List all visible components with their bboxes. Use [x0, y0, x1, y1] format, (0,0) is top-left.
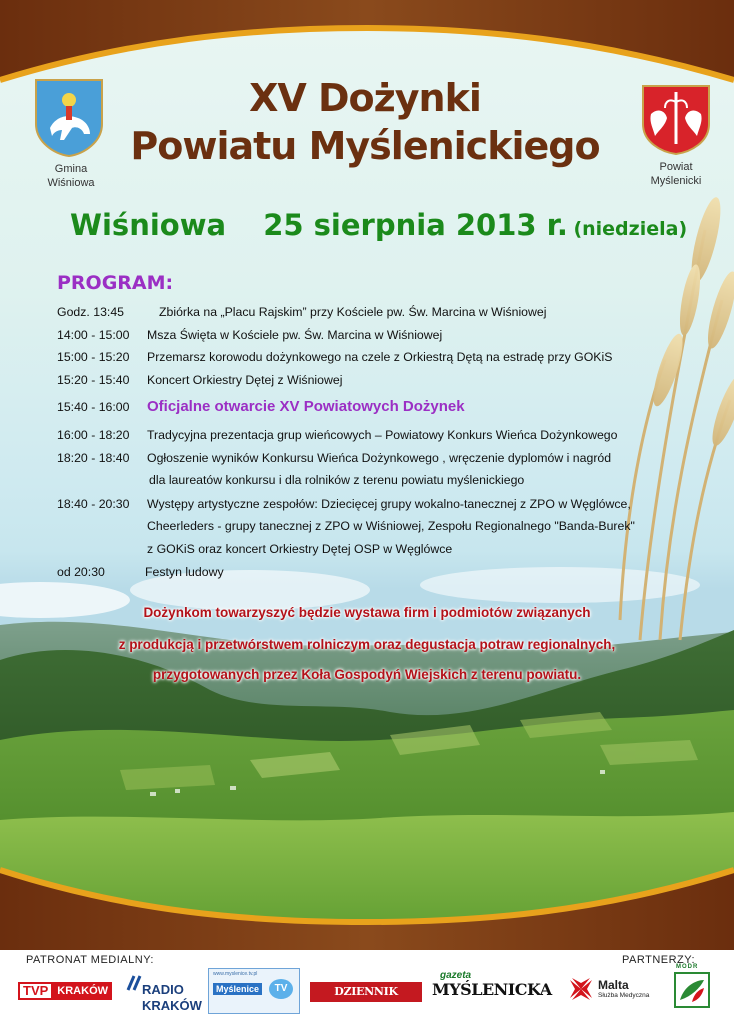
program-time: od 20:30	[57, 565, 105, 579]
notice-line-1: Dożynkom towarzyszyć będzie wystawa firm i podmiotów związanych	[143, 605, 591, 620]
program-time: Godz. 13:45	[57, 305, 124, 319]
top-band	[0, 0, 734, 86]
program-time: 18:40 - 20:30	[57, 497, 130, 511]
program-desc: Występy artystyczne zespołów: Dziecięcej grupy wokalno-tanecznej z ZPO w Węglówce,	[147, 497, 631, 511]
modr-logo	[672, 964, 712, 1012]
program-time: 16:00 - 18:20	[57, 428, 130, 442]
program-desc: Cheerleders - grupy tanecznej z ZPO w Wiśniowej, Zespołu Regionalnego "Banda-Burek"	[147, 519, 635, 533]
malta-text: Malta	[598, 978, 629, 992]
program-desc: Msza Święta w Kościele pw. Św. Marcina w Wiśniowej	[147, 328, 443, 342]
program-desc: Tradycyjna prezentacja grup wieńcowych – Powiatowy Konkurs Wieńca Dożynkowego	[147, 428, 618, 442]
title-line-1: XV Dożynki	[249, 76, 481, 120]
program-time: 15:00 - 15:20	[57, 350, 130, 364]
program-desc: Koncert Orkiestry Dętej z Wiśniowej	[147, 373, 343, 387]
modr-emblem-icon	[674, 972, 710, 1008]
program-time: 15:20 - 15:40	[57, 373, 130, 387]
right-crest-caption-line2: Myślenicki	[650, 175, 702, 187]
partnerzy-label: PARTNERZY:	[622, 954, 696, 966]
program-desc: Zbiórka na „Placu Rajskim” przy Kościele pw. Św. Marcina w Wiśniowej	[159, 305, 547, 319]
gazeta-small-text: gazeta	[440, 970, 472, 981]
myslenice-tv-badge: TV	[269, 979, 293, 999]
notice-line-2: z produkcją i przetwórstwem rolniczym oraz degustacja potraw regionalnych,	[118, 637, 616, 652]
gmina-wisniowa-crest	[34, 78, 104, 158]
program-row	[57, 427, 617, 444]
program-desc: dla laureatów konkursu i dla rolników z terenu powiatu myślenickiego	[149, 473, 525, 487]
maltese-cross-icon	[568, 976, 594, 1002]
tvp-krakow-logo	[18, 982, 116, 1000]
program-row	[57, 372, 342, 389]
program-desc: Festyn ludowy	[145, 565, 224, 579]
title-line-2: Powiatu Myślenickiego	[130, 124, 600, 168]
tvp-text: TVP	[18, 982, 53, 1000]
left-crest-caption-line1: Gmina	[54, 163, 88, 175]
program-heading: PROGRAM:	[57, 272, 174, 294]
program-row	[57, 304, 546, 321]
right-crest-caption-line1: Powiat	[659, 161, 693, 173]
program-row	[57, 564, 224, 581]
left-crest-caption-line2: Wiśniowa	[47, 177, 95, 189]
program-row	[57, 541, 452, 558]
event-weekday: (niedziela)	[573, 218, 688, 240]
radio-city-text: KRAKÓW	[142, 998, 202, 1013]
gazeta-title-text: MYŚLENICKA	[432, 980, 552, 999]
myslenice-url: www.myslenice.tv.pl	[213, 971, 258, 977]
program-row	[57, 327, 442, 344]
program-time: 18:20 - 18:40	[57, 451, 130, 465]
program-time: 14:00 - 15:00	[57, 328, 130, 342]
malta-logo	[568, 976, 658, 1008]
myslenice-tv-text: Myślenice	[213, 983, 262, 995]
event-place: Wiśniowa	[70, 208, 227, 242]
program-desc: Przemarsz korowodu dożynkowego na czele z Orkiestrą Dętą na estradę przy GOKiS	[147, 350, 613, 364]
event-date: 25 sierpnia 2013 r.	[263, 208, 568, 242]
event-line	[70, 208, 690, 242]
tvp-city-text: KRAKÓW	[53, 982, 112, 1000]
program-time: 15:40 - 16:00	[57, 400, 130, 414]
radio-krakow-logo	[124, 972, 202, 1016]
program-row	[57, 496, 631, 513]
notice-line-3: przygotowanych przez Koła Gospodyń Wiejskich z terenu powiatu.	[152, 667, 582, 682]
program-row-highlight	[57, 398, 465, 416]
program-desc: z GOKiS oraz koncert Orkiestry Dętej OSP w Węglówce	[147, 542, 453, 556]
program-desc: Oficjalne otwarcie XV Powiatowych Dożynek	[147, 398, 465, 415]
patronat-label: PATRONAT MEDIALNY:	[26, 954, 154, 966]
dziennik-polski-logo: DZIENNIK POLSKI	[310, 982, 422, 1002]
malta-subtext: Służba Medyczna	[598, 992, 650, 999]
radio-text: RADIO	[142, 982, 184, 997]
powiat-myslenicki-crest	[641, 84, 711, 156]
footer	[0, 950, 734, 1024]
myslenice-tv-logo	[208, 968, 300, 1014]
program-row	[57, 472, 524, 489]
program-row	[57, 518, 635, 535]
program-row	[57, 450, 611, 467]
program-row	[57, 349, 612, 366]
program-desc: Ogłoszenie wyników Konkursu Wieńca Dożynkowego , wręczenie dyplomów i nagród	[147, 451, 612, 465]
modr-text: MODR	[676, 964, 699, 970]
right-crest-caption	[637, 160, 715, 188]
bottom-band	[0, 860, 734, 950]
gazeta-myslenicka-logo	[432, 970, 560, 1010]
